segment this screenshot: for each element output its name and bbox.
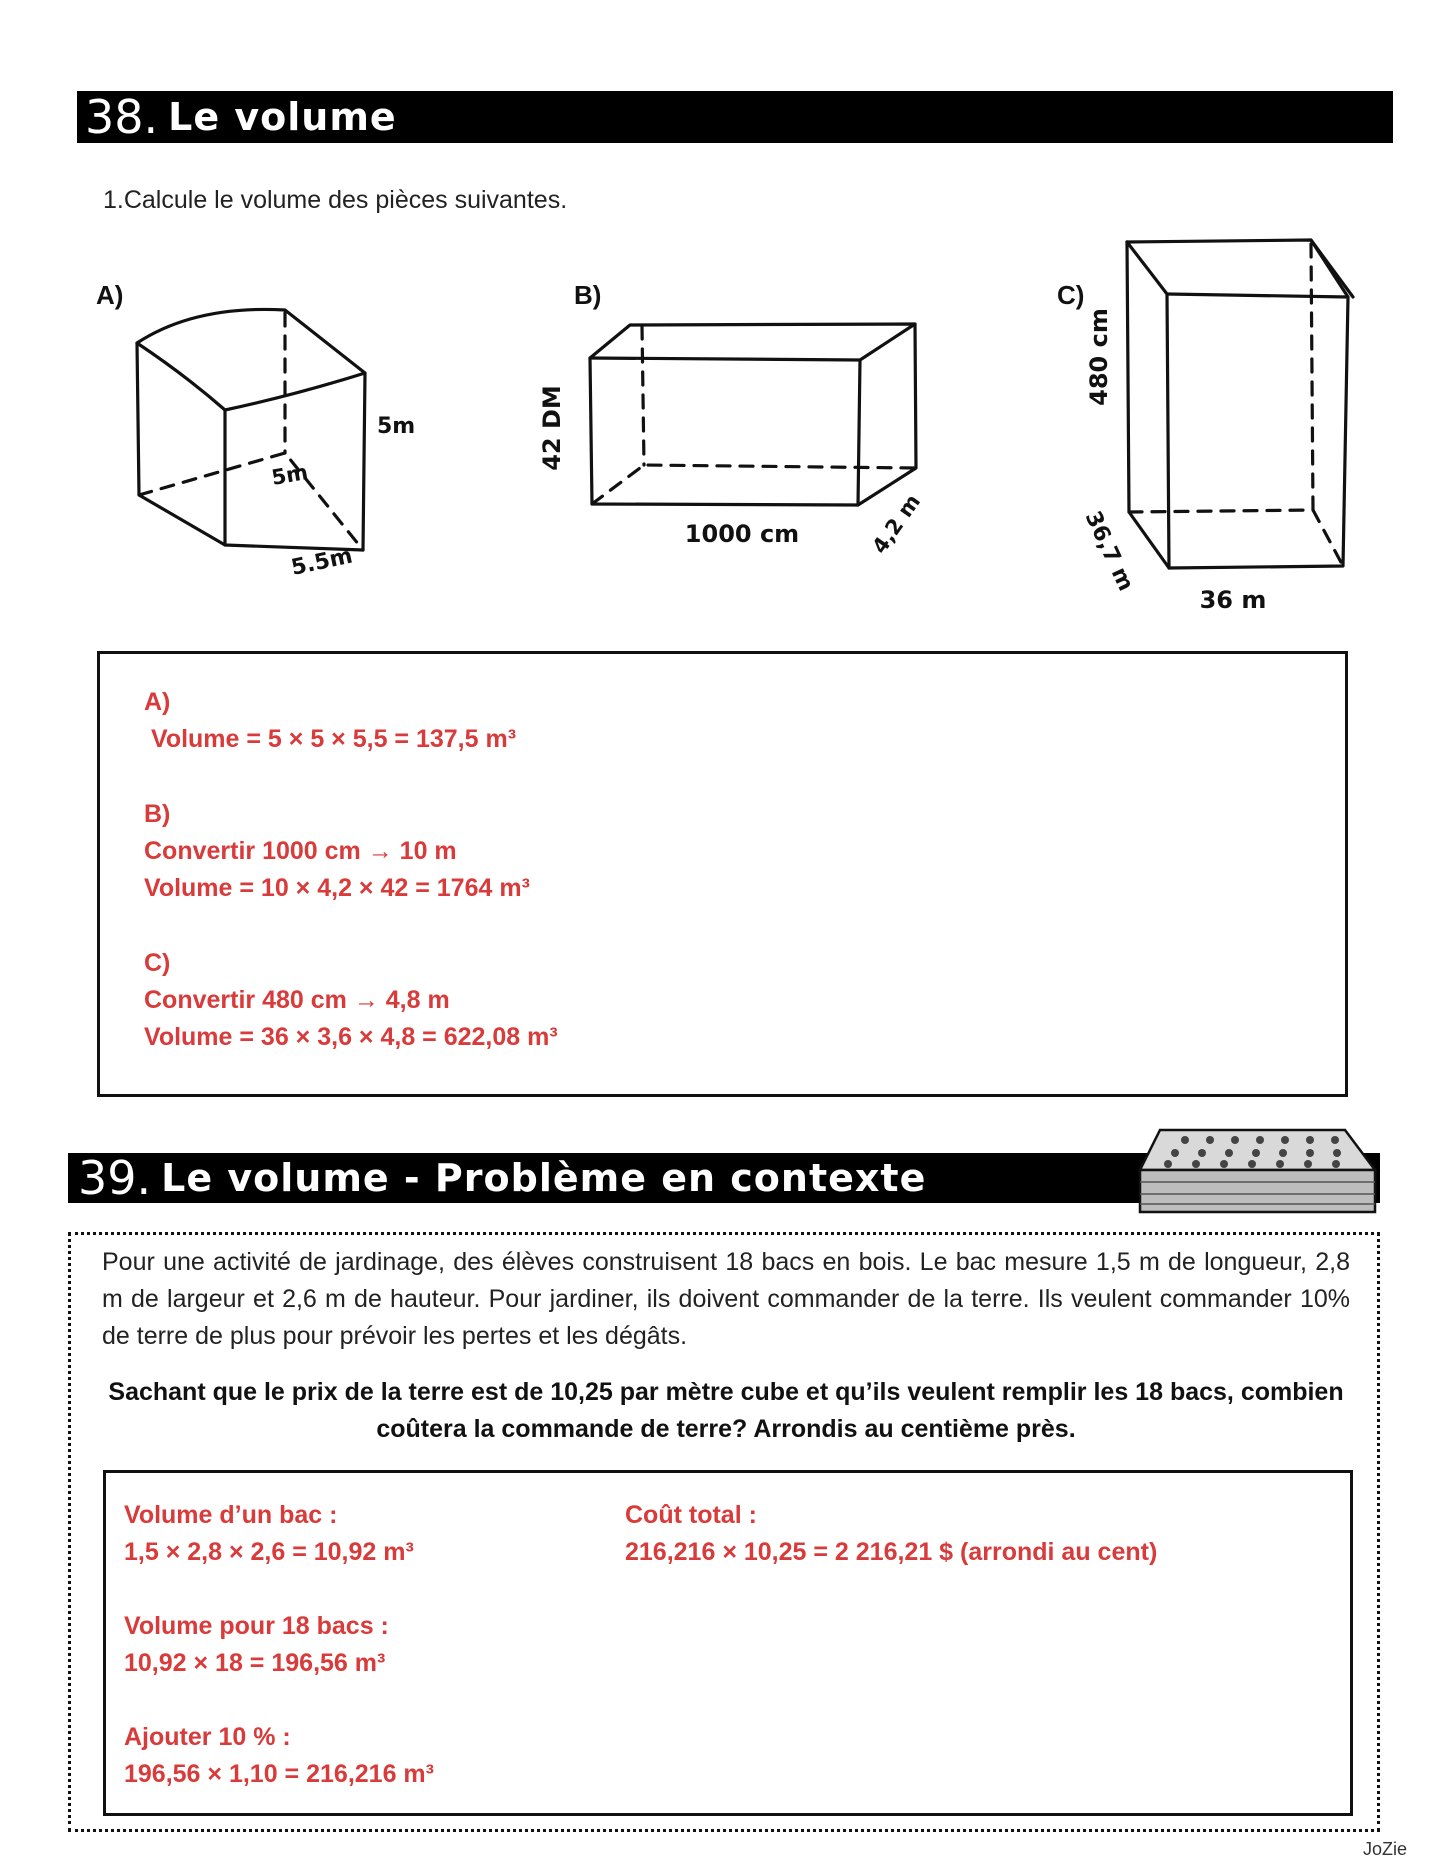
figure-a-height-label: 5m — [377, 414, 416, 439]
figure-c-depth-label: 36,7 m — [1079, 507, 1139, 595]
figure-c-height-label: 480 cm — [1085, 308, 1113, 406]
answer-c-line2: Volume = 36 × 3,6 × 4,8 = 622,08 m³ — [144, 1023, 558, 1051]
garden-bed-icon — [1130, 1120, 1380, 1244]
figure-a — [125, 295, 416, 581]
figure-b-depth-label: 4,2 m — [867, 489, 926, 559]
figure-c — [1079, 232, 1345, 632]
figure-b-length-label: 1000 cm — [684, 520, 800, 548]
vol-bac-label: Volume d’un bac : — [124, 1501, 338, 1529]
answer-a-label: A) — [144, 688, 171, 716]
add-10-label: Ajouter 10 % : — [124, 1723, 291, 1751]
problem-question: Sachant que le prix de la terre est de 10,25 par mètre cube et qu’ils veulent remplir les 18 bacs, combien coûtera la commande de terre? Arrondis au centième près. — [108, 1378, 1344, 1443]
vol-18-calc: 10,92 × 18 = 196,56 m³ — [124, 1649, 386, 1677]
cost-calc: 216,216 × 10,25 = 2 216,21 $ (arrondi au cent) — [625, 1538, 1158, 1566]
vol-bac-calc: 1,5 × 2,8 × 2,6 = 10,92 m³ — [124, 1538, 414, 1566]
figure-b-height-label: 42 DM — [538, 385, 566, 471]
figure-a-letter: A) — [96, 280, 124, 310]
answer-c-label: C) — [144, 949, 171, 977]
footer-credit: JoZie — [1362, 1839, 1407, 1859]
cost-label: Coût total : — [625, 1501, 757, 1529]
section-title: Le volume - Problème en contexte — [161, 1156, 927, 1200]
section-number: 39. — [78, 1151, 152, 1205]
figure-c-width-label: 36 m — [1199, 586, 1267, 614]
answer-a-line: Volume = 5 × 5 × 5,5 = 137,5 m³ — [151, 725, 517, 753]
answer-b-line1: Convertir 1000 cm → 10 m — [144, 837, 457, 865]
answer-b-line2: Volume = 10 × 4,2 × 42 = 1764 m³ — [144, 874, 530, 902]
section-title: Le volume — [168, 95, 397, 139]
figure-c-letter: C) — [1057, 280, 1085, 310]
section-38-header — [77, 91, 1393, 143]
figure-a-depth-label: 5m — [269, 459, 310, 490]
figure-a-width-label: 5.5m — [289, 543, 355, 581]
add-10-calc: 196,56 × 1,10 = 216,216 m³ — [124, 1760, 434, 1788]
figure-b — [530, 310, 950, 560]
problem-statement: Pour une activité de jardinage, des élèves construisent 18 bacs en bois. Le bac mesure 1,5 m de longueur, 2,8 m de largeur et 2,6 m de hauteur. Pour jardiner, ils doivent commander de la terre. Ils veulent commander 10% de terre de plus pour prévoir les pertes et les dégâts. — [102, 1248, 1350, 1350]
answer-b-label: B) — [144, 800, 171, 828]
answer-c-line1: Convertir 480 cm → 4,8 m — [144, 986, 450, 1014]
vol-18-label: Volume pour 18 bacs : — [124, 1612, 389, 1640]
section-number: 38. — [85, 90, 159, 144]
instruction: 1.Calcule le volume des pièces suivantes. — [103, 186, 568, 214]
figure-b-letter: B) — [574, 280, 602, 310]
